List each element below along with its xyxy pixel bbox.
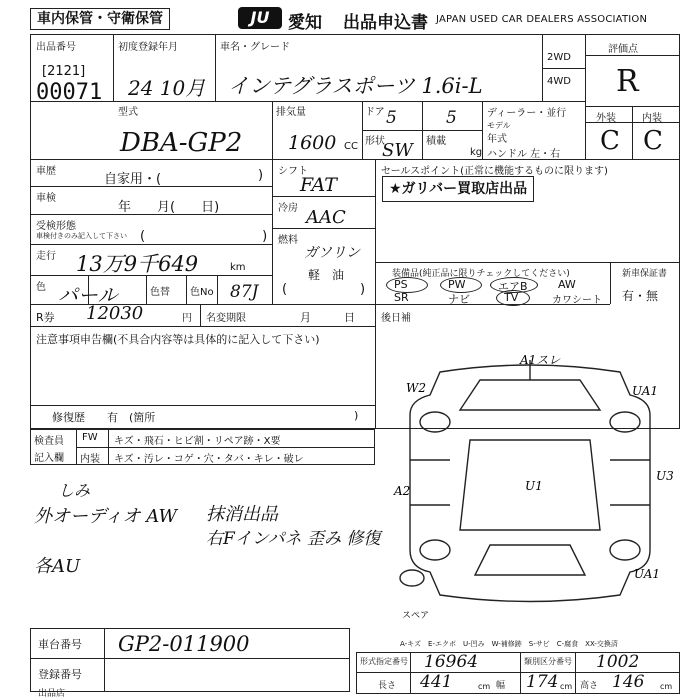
displacement-label: 排気量 [276, 107, 306, 118]
model-year-suffix: 年式 [487, 134, 507, 145]
km-unit: km [230, 262, 246, 273]
car-name-value: インテグラスポーツ 1.6i-L [228, 74, 483, 98]
width-unit: cm [560, 682, 573, 691]
fuel-label: 燃料 [278, 235, 298, 246]
first-registration-value: 24 10月 [128, 76, 206, 100]
shape-label: 形状 [365, 136, 385, 147]
model-type-value: DBA-GP2 [120, 128, 243, 158]
displacement-value: 1600 [288, 132, 337, 154]
lot-number: 00071 [36, 80, 103, 105]
color-change-label: 色替 [150, 287, 170, 298]
equip-tv: TV [504, 291, 519, 304]
history-close: ) [258, 168, 264, 183]
jyuken-label: 受検形態 [36, 221, 76, 232]
two-wd-label: 2WD [547, 52, 571, 63]
notes-line-5: 各AU [34, 556, 81, 577]
diagram-ua1-top-mark: UA1 [632, 384, 659, 398]
exterior-grade: C [600, 126, 620, 156]
load-label: 積載 [426, 136, 446, 147]
name-change-date: 月 日 [300, 311, 355, 324]
history-label: 車歴 [36, 166, 56, 177]
chassis-label: 車台番号 [38, 638, 82, 651]
type-designation-label: 形式指定番号 [360, 657, 408, 666]
new-warranty-label: 新車保証書 [622, 269, 668, 279]
width-label: 幅 [496, 681, 506, 691]
chassis-value: GP2-011900 [118, 632, 250, 656]
equip-navi: ナビ [448, 293, 470, 306]
width-value: 174 [526, 672, 559, 692]
type-designation-value: 16964 [424, 652, 479, 672]
name-change-label: 名変期限 [206, 313, 246, 324]
shaken-date: 年 月( 日) [118, 200, 220, 215]
shape-value: SW [382, 140, 413, 161]
legend-codes: A-キズ E-エクボ U-凹み W-補修跡 S-サビ C-腐食 XX-交換済 [400, 640, 618, 648]
notes-line-2: 外オーディオ AW [34, 506, 178, 527]
mileage-value: 13万9千649 [76, 252, 199, 276]
diagram-w2-mark: W2 [406, 381, 426, 395]
private-use: 自家用・( [104, 172, 162, 187]
exterior-codes: キズ・飛石・ヒビ割・リペア跡・X要 [114, 436, 281, 447]
lot-number-label: 出品番号 [36, 42, 76, 53]
equip-pw: PW [448, 278, 466, 291]
spare-label: スペア [402, 611, 430, 621]
yen-unit: 円 [182, 313, 192, 324]
r-ticket-label: R券 [36, 311, 55, 324]
category-label: 類別区分番号 [524, 657, 572, 666]
interior-label: 内装 [642, 113, 662, 124]
length-label: 長さ [378, 681, 397, 691]
aircon-value: AAC [306, 207, 346, 228]
diagram-front-mark: A1スレ [520, 353, 561, 367]
height-value: 146 [612, 672, 645, 692]
fuel-value: ガソリン [304, 245, 360, 261]
repair-history: 修復歴 有 (箇所 [52, 411, 156, 424]
ju-logo: JU [238, 7, 282, 29]
model-year-label: モデル [487, 121, 511, 130]
color-code-label: 色No [190, 287, 214, 298]
form-title: 出品申込書 [343, 13, 428, 33]
equip-leather: カワシート [552, 295, 602, 306]
length-value: 441 [420, 672, 453, 692]
first-registration-label: 初度登録年月 [118, 42, 178, 53]
doors-value: 5 [386, 108, 397, 128]
naisou-label: 内装 [80, 454, 100, 465]
interior-codes: キズ・汚レ・コゲ・穴・タバ・キレ・破レ [114, 454, 304, 465]
lot-bracket: [2121] [42, 64, 86, 79]
equipment-grid [386, 278, 608, 304]
fw-label: FW [82, 432, 98, 443]
shift-label: シフト [278, 166, 308, 177]
cc-unit: CC [344, 141, 358, 152]
mileage-label: 走行 [36, 251, 56, 262]
equip-aw: AW [558, 278, 576, 291]
diagram-a2-mark: A2 [394, 484, 411, 498]
fuel-paren-close: ) [360, 282, 366, 297]
org-name: 愛知 [288, 13, 322, 33]
diagram-ua1-bottom-mark: UA1 [634, 567, 661, 581]
category-value: 1002 [596, 652, 640, 672]
notes-line-4: 右Fインパネ 歪み 修復 [206, 529, 381, 549]
handle-label: ハンドル 左・右 [487, 149, 561, 160]
seats-value: 5 [446, 108, 457, 128]
entry-label: 記入欄 [34, 453, 64, 464]
color-value: パール [58, 283, 118, 307]
car-diagram [380, 340, 680, 625]
shaken-label: 車検 [36, 193, 56, 204]
dealer-label: ディーラー・並行 [487, 108, 567, 119]
post-notes-label: 後日補 [381, 313, 411, 324]
shift-value: FAT [300, 174, 337, 196]
reg-label: 登録番号 [38, 668, 82, 681]
warranty-options: 有・無 [622, 289, 659, 303]
notes-line-1: しみ [58, 481, 91, 500]
fuel-paren-open: ( [282, 282, 288, 297]
color-label: 色 [36, 282, 46, 293]
diesel-label: 軽 油 [308, 268, 345, 282]
jyuken-sub: 車検付きのみ記入して下さい [36, 232, 127, 240]
evaluation-label: 評価点 [608, 44, 638, 55]
diagram-u1-mark: U1 [525, 479, 543, 493]
equip-sr: SR [394, 291, 409, 304]
exterior-label: 外装 [596, 113, 616, 124]
inspector-label: 検査員 [34, 436, 64, 447]
model-type-label: 型式 [118, 107, 138, 118]
evaluation-score: R [616, 64, 639, 99]
notes-line-3: 抹消出品 [206, 504, 278, 525]
equip-ps: PS [394, 278, 408, 291]
association-name: JAPAN USED CAR DEALERS ASSOCIATION [436, 14, 648, 25]
sales-stamp: ★ガリバー買取店出品 [382, 176, 534, 202]
diagram-u3-mark: U3 [656, 469, 674, 483]
height-unit: cm [660, 682, 673, 691]
kg-unit: kg [470, 147, 483, 158]
four-wd-label: 4WD [547, 76, 571, 87]
sales-point-label: セールスポイント(正常に機能するものに限ります) [381, 166, 608, 177]
equip-airbag: エアB [498, 280, 528, 293]
length-unit: cm [478, 682, 491, 691]
storage-label: 車内保管・守衛保管 [30, 8, 170, 30]
r-ticket-value: 12030 [86, 303, 144, 324]
bottom-partial: 出品店 [38, 689, 66, 699]
aircon-label: 冷房 [278, 203, 298, 214]
notes-header: 注意事項申告欄(不具合内容等は具体的に記入して下さい) [36, 333, 320, 346]
doors-label: ドア [365, 107, 385, 118]
car-name-label: 車名・グレード [220, 42, 290, 53]
interior-grade: C [643, 126, 663, 156]
color-code-value: 87J [230, 282, 259, 302]
repair-paren-close: ) [354, 409, 359, 422]
jyuken-paren: ( ) [140, 229, 268, 244]
equipment-label: 装備品(純正品に限りチェックしてください) [392, 269, 570, 279]
height-label: 高さ [580, 681, 599, 691]
